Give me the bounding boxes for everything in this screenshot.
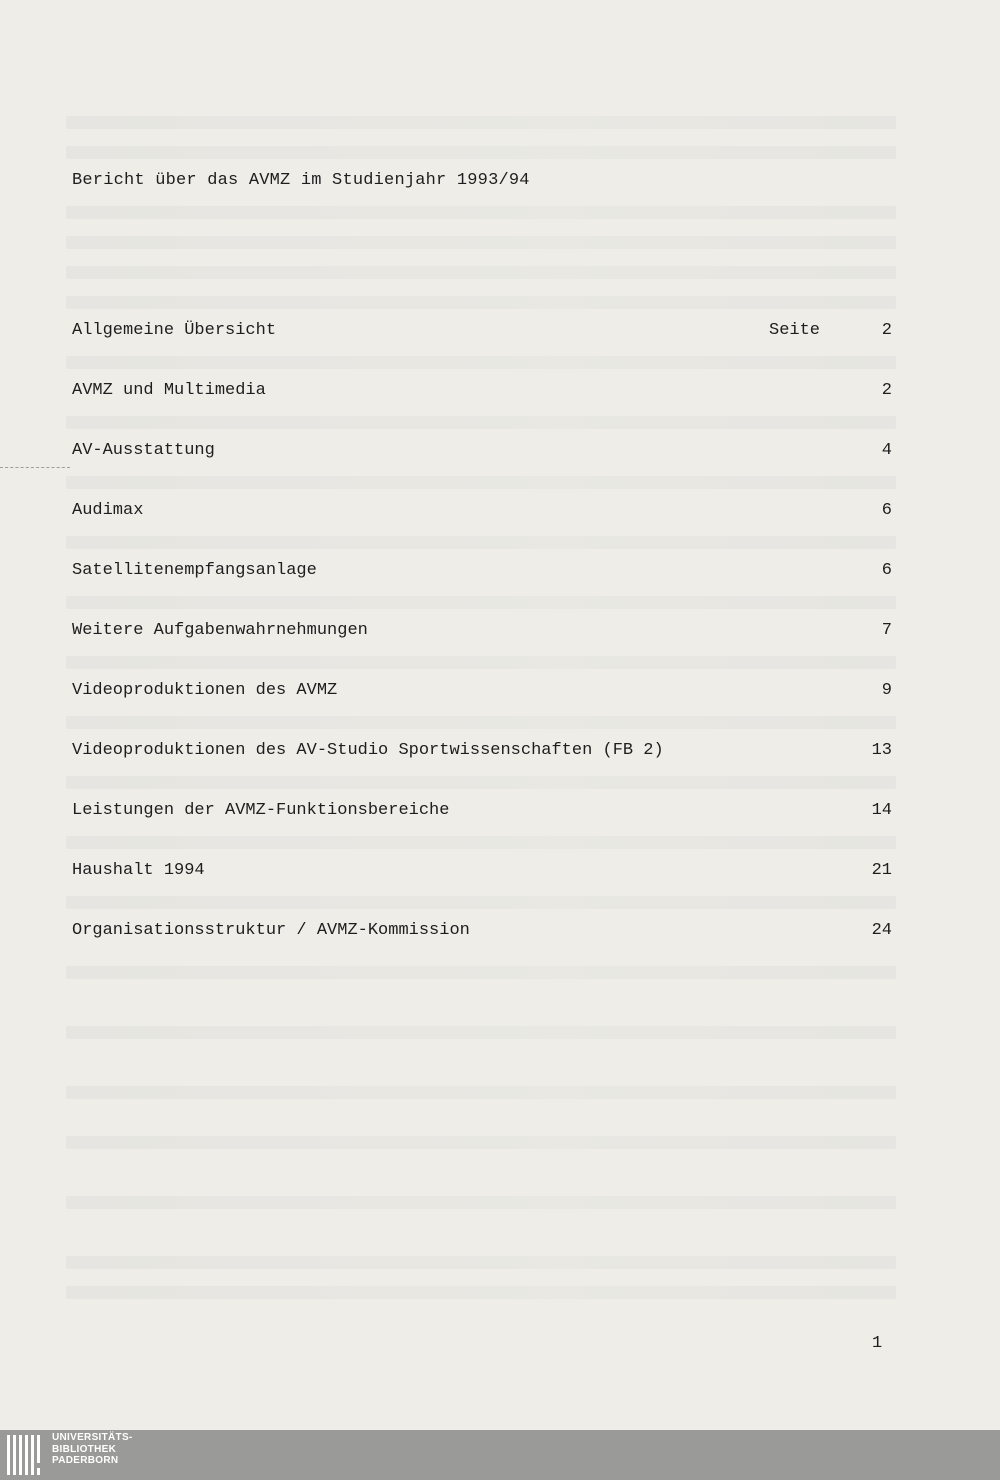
toc-entry-page: 24 bbox=[871, 921, 892, 940]
library-logo-text bbox=[52, 1432, 133, 1467]
toc-entry-label: Haushalt 1994 bbox=[72, 861, 205, 880]
toc-row bbox=[72, 680, 892, 740]
toc-entry-page: 7 bbox=[881, 621, 892, 640]
toc-row bbox=[72, 320, 892, 380]
toc-entry-page: 21 bbox=[871, 861, 892, 880]
bleed-through bbox=[66, 1136, 896, 1149]
bleed-through bbox=[66, 1026, 896, 1039]
toc-row bbox=[72, 920, 892, 980]
bleed-through bbox=[66, 296, 896, 309]
toc-entry-label: AV-Ausstattung bbox=[72, 441, 215, 460]
document-title: Bericht über das AVMZ im Studienjahr 1993/94 bbox=[72, 171, 530, 190]
logo-line: UNIVERSITÄTS- bbox=[52, 1432, 133, 1443]
toc-row bbox=[72, 860, 892, 920]
toc-entry-page: 2 bbox=[881, 381, 892, 400]
toc-entry-page: 6 bbox=[881, 501, 892, 520]
toc-entry-label: Videoproduktionen des AVMZ bbox=[72, 681, 338, 700]
toc-entry-page: 6 bbox=[881, 561, 892, 580]
pencil-mark bbox=[0, 467, 70, 468]
bleed-through bbox=[66, 1086, 896, 1099]
page-number: 1 bbox=[872, 1334, 883, 1353]
logo-line: PADERBORN bbox=[52, 1455, 119, 1466]
toc-entry-page: 9 bbox=[881, 681, 892, 700]
toc-row bbox=[72, 800, 892, 860]
toc-row bbox=[72, 380, 892, 440]
bleed-through bbox=[66, 1196, 896, 1209]
toc-entry-page: 4 bbox=[881, 441, 892, 460]
bleed-through bbox=[66, 236, 896, 249]
toc-entry-label: Allgemeine Übersicht bbox=[72, 321, 277, 340]
bleed-through bbox=[66, 266, 896, 279]
bleed-through bbox=[66, 1286, 896, 1299]
table-of-contents bbox=[72, 320, 892, 980]
library-footer bbox=[0, 1430, 1000, 1480]
logo-line: BIBLIOTHEK bbox=[52, 1443, 117, 1455]
university-library-logo-icon bbox=[6, 1433, 46, 1477]
toc-entry-label: Weitere Aufgabenwahrnehmungen bbox=[72, 621, 368, 640]
page-column-heading: Seite bbox=[769, 321, 821, 340]
bleed-through bbox=[66, 1256, 896, 1269]
toc-entry-page: 13 bbox=[871, 741, 892, 760]
toc-entry-page: 2 bbox=[881, 321, 892, 340]
toc-entry-page: 14 bbox=[871, 801, 892, 820]
toc-entry-label: AVMZ und Multimedia bbox=[72, 381, 266, 400]
toc-entry-label: Videoproduktionen des AV-Studio Sportwissenschaften (FB 2) bbox=[72, 741, 664, 760]
toc-row bbox=[72, 440, 892, 500]
bleed-through bbox=[66, 206, 896, 219]
toc-entry-label: Satellitenempfangsanlage bbox=[72, 561, 317, 580]
toc-row bbox=[72, 740, 892, 800]
bleed-through bbox=[66, 116, 896, 129]
toc-entry-label: Audimax bbox=[72, 501, 144, 520]
toc-row bbox=[72, 620, 892, 680]
bleed-through bbox=[66, 146, 896, 159]
toc-row bbox=[72, 500, 892, 560]
toc-row bbox=[72, 560, 892, 620]
toc-entry-label: Leistungen der AVMZ-Funktionsbereiche bbox=[72, 801, 450, 820]
toc-entry-label: Organisationsstruktur / AVMZ-Kommission bbox=[72, 921, 470, 940]
